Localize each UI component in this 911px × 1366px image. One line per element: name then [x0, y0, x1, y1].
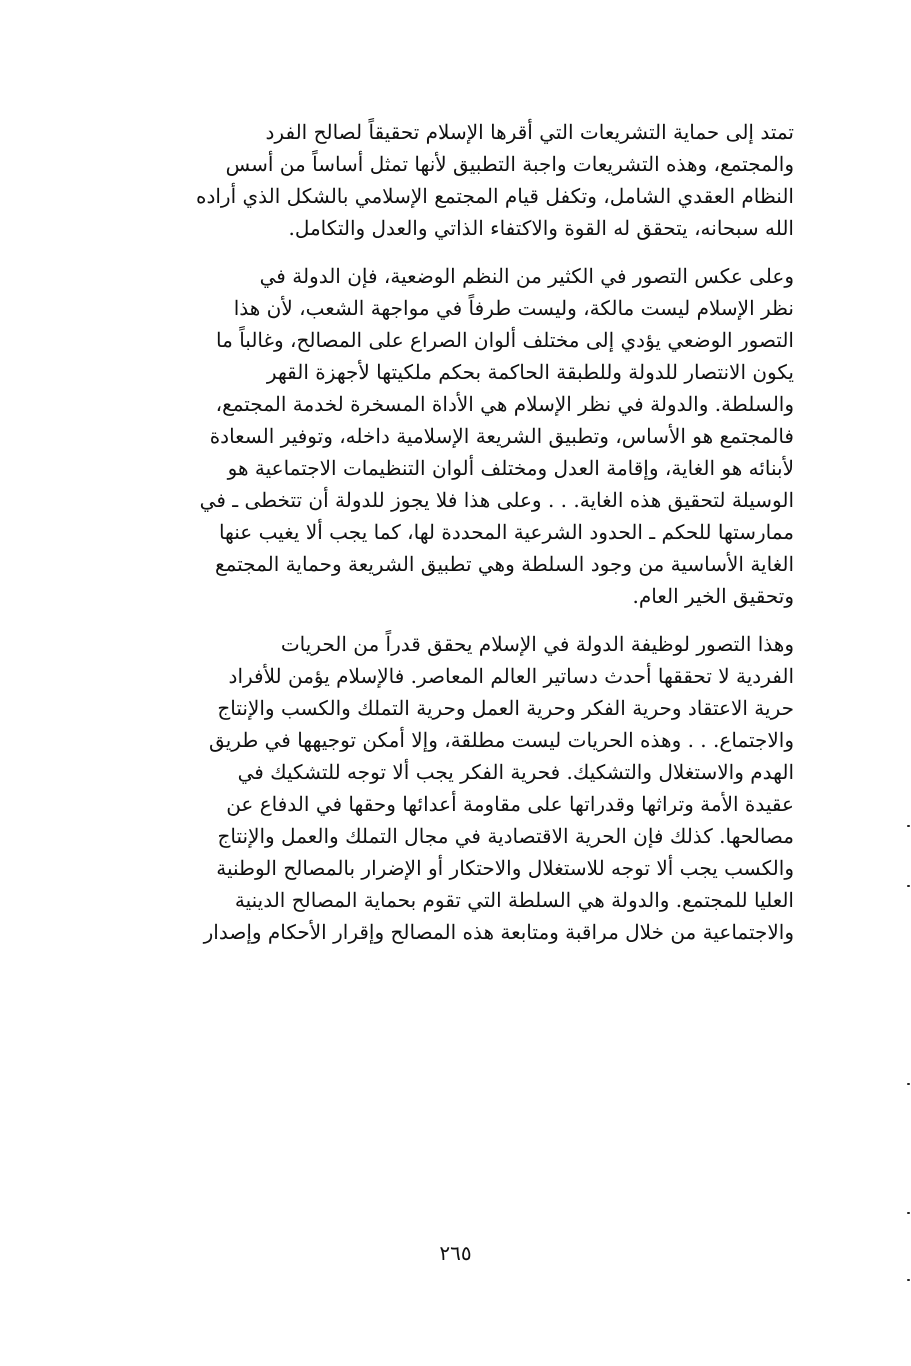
paragraph-2-line-11: وتحقيق الخير العام.: [632, 584, 794, 608]
paragraph-1-line-4: الله سبحانه، يتحقق له القوة والاكتفاء الذاتي والعدل والتكامل.: [288, 216, 794, 240]
paragraph-2-line-6: فالمجتمع هو الأساس، وتطبيق الشريعة الإسلامية داخله، وتوفير السعادة: [209, 424, 794, 448]
paragraph-3-line-1: وهذا التصور لوظيفة الدولة في الإسلام يحقق قدراً من الحريات: [280, 632, 794, 656]
paragraph-3-line-2: الفردية لا تحققها أحدث دساتير العالم المعاصر. فالإسلام يؤمن للأفراد: [228, 664, 794, 688]
edge-mark: [907, 1212, 910, 1214]
paragraph-3-line-3: حرية الاعتقاد وحرية الفكر وحرية العمل وحرية التملك والكسب والإنتاج: [217, 696, 794, 720]
paragraph-3-line-9: العليا للمجتمع. والدولة هي السلطة التي تقوم بحماية المصالح الدينية: [234, 888, 794, 912]
edge-mark: [907, 885, 910, 887]
paragraph-2-line-8: الوسيلة لتحقيق هذه الغاية. . . وعلى هذا فلا يجوز للدولة أن تتخطى ـ في: [199, 488, 794, 512]
page-number: ٢٦٥: [439, 1241, 472, 1265]
paragraph-3-line-8: والكسب يجب ألا توجه للاستغلال والاحتكار أو الإضرار بالمصالح الوطنية: [216, 856, 794, 880]
paragraph-2: [84, 262, 794, 614]
paragraph-2-line-2: نظر الإسلام ليست مالكة، وليست طرفاً في مواجهة الشعب، لأن هذا: [233, 296, 794, 320]
page-body-text: [84, 118, 794, 950]
edge-mark: [907, 825, 910, 827]
paragraph-1: [84, 118, 794, 246]
edge-mark: [907, 1279, 910, 1281]
paragraph-1-line-1: تمتد إلى حماية التشريعات التي أقرها الإسلام تحقيقاً لصالح الفرد: [265, 120, 794, 144]
paragraph-2-line-3: التصور الوضعي يؤدي إلى مختلف ألوان الصراع على المصالح، وغالباً ما: [216, 328, 794, 352]
paragraph-2-line-10: الغاية الأساسية من وجود السلطة وهي تطبيق الشريعة وحماية المجتمع: [214, 552, 794, 576]
paragraph-1-line-3: النظام العقدي الشامل، وتكفل قيام المجتمع الإسلامي بالشكل الذي أراده: [195, 184, 794, 208]
paragraph-3: [84, 630, 794, 950]
paragraph-3-line-4: والاجتماع. . . وهذه الحريات ليست مطلقة، وإلا أمكن توجيهها في طريق: [209, 728, 794, 752]
paragraph-3-line-7: مصالحها. كذلك فإن الحرية الاقتصادية في مجال التملك والعمل والإنتاج: [217, 824, 794, 848]
paragraph-2-line-9: ممارستها للحكم ـ الحدود الشرعية المحددة لها، كما يجب ألا يغيب عنها: [218, 520, 794, 544]
paragraph-3-line-5: الهدم والاستغلال والتشكيك. فحرية الفكر يجب ألا توجه للتشكيك في: [237, 760, 794, 784]
paragraph-3-line-10: والاجتماعية من خلال مراقبة ومتابعة هذه المصالح وإقرار الأحكام وإصدار: [203, 920, 794, 944]
paragraph-2-line-7: لأبنائه هو الغاية، وإقامة العدل ومختلف ألوان التنظيمات الاجتماعية هو: [227, 456, 794, 480]
page-edge-marks: [901, 0, 911, 1366]
paragraph-2-line-1: وعلى عكس التصور في الكثير من النظم الوضعية، فإن الدولة في: [259, 264, 794, 288]
paragraph-1-line-2: والمجتمع، وهذه التشريعات واجبة التطبيق لأنها تمثل أساساً من أسس: [225, 152, 794, 176]
edge-mark: [907, 1083, 910, 1085]
paragraph-2-line-4: يكون الانتصار للدولة وللطبقة الحاكمة بحكم ملكيتها لأجهزة القهر: [266, 360, 794, 384]
paragraph-3-line-6: عقيدة الأمة وتراثها وقدراتها على مقاومة أعدائها وحقها في الدفاع عن: [226, 792, 794, 816]
paragraph-2-line-5: والسلطة. والدولة في نظر الإسلام هي الأداة المسخرة لخدمة المجتمع،: [215, 392, 794, 416]
